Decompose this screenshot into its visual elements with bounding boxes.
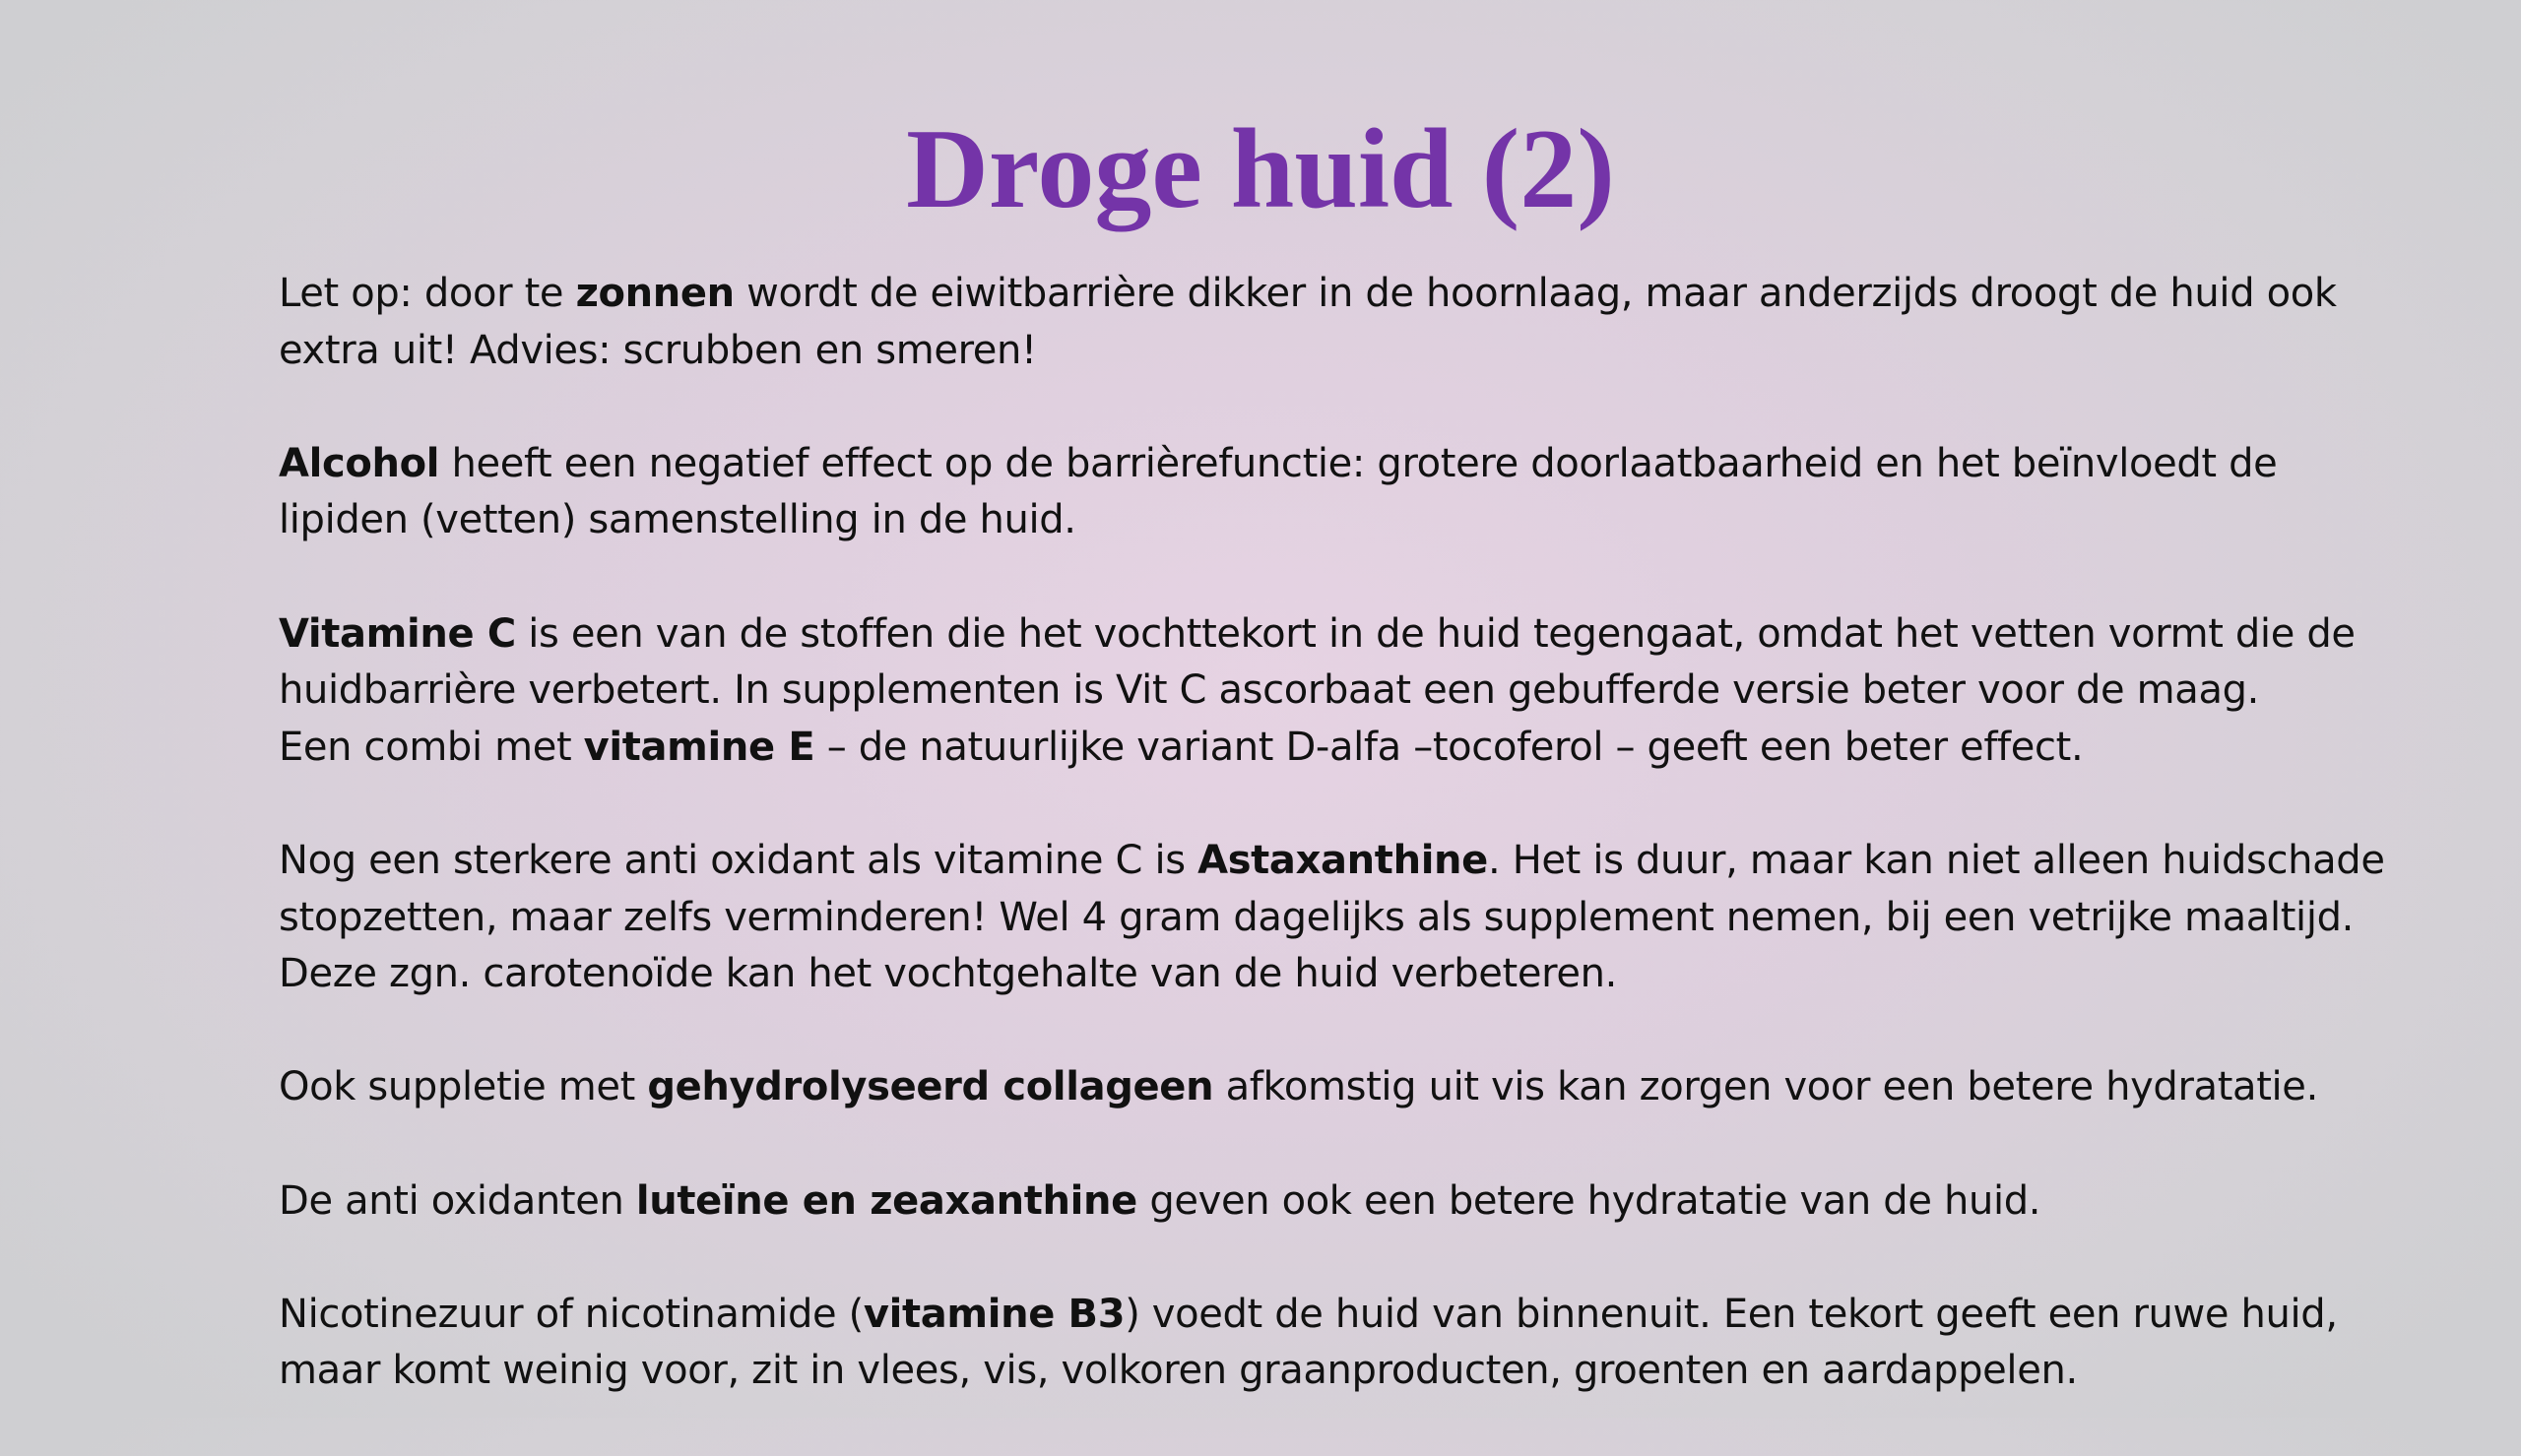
bold-term: luteïne en zeaxanthine (635, 1177, 1137, 1224)
slide-body (279, 266, 2385, 1456)
text-line (279, 606, 2356, 664)
text-run: Nicotinezuur of nicotinamide ( (279, 1291, 864, 1337)
text-line (279, 323, 2347, 380)
text-run: is een van de stoffen die het vochttekort in de huid tegengaat, omdat het vetten vormt die de (515, 610, 2356, 657)
text-run: Een combi met (279, 724, 584, 770)
text-run: heeft een negatief effect op de barrièrefunctie: grotere doorlaatbaarheid en het beïnvloedt de (439, 440, 2278, 486)
text-run: Deze zgn. carotenoïde kan het vochtgehalte van de huid verbeteren. (279, 951, 1617, 997)
text-run: – de natuurlijke variant D-alfa –tocoferol – geeft een beter effect. (814, 724, 2084, 770)
text-run: Ook suppletie met (279, 1064, 648, 1110)
text-run: ) voedt de huid van binnenuit. Een tekort geeft een ruwe huid, (1125, 1291, 2338, 1337)
text-line (279, 1059, 2347, 1116)
text-line (279, 833, 2385, 890)
paragraph-4 (279, 833, 2385, 1003)
bold-term: Alcohol (279, 440, 440, 486)
paragraph-2 (279, 436, 2347, 549)
text-line (279, 492, 2347, 549)
bold-term: gehydrolyseerd collageen (647, 1064, 1214, 1110)
text-line (279, 663, 2347, 720)
text-run: . Het is duur, maar kan niet alleen huidschade (1487, 837, 2385, 883)
paragraph-7 (279, 1287, 2347, 1400)
text-line (279, 1343, 2347, 1400)
bold-term: vitamine E (583, 724, 815, 770)
bold-term: vitamine B3 (863, 1291, 1126, 1337)
text-run: maar komt weinig voor, zit in vlees, vis, volkoren graanproducten, groenten en aardappelen. (279, 1348, 2078, 1394)
text-line (279, 266, 2347, 323)
bold-term: Astaxanthine (1197, 837, 1488, 883)
text-line (279, 720, 2347, 777)
text-run: Nog een sterkere anti oxidant als vitamine C is (279, 837, 1198, 883)
text-line (279, 890, 2354, 947)
text-line (279, 436, 2347, 493)
bold-term: Vitamine C (279, 610, 516, 657)
text-run: afkomstig uit vis kan zorgen voor een betere hydratatie. (1213, 1064, 2318, 1110)
text-line (279, 1173, 2347, 1231)
text-run: stopzetten, maar zelfs verminderen! Wel 4 gram dagelijks als supplement nemen, bij een vetrijke maaltijd. (279, 894, 2354, 940)
bold-term: zonnen (575, 271, 735, 316)
text-run: De anti oxidanten (279, 1177, 636, 1224)
text-line (279, 1287, 2347, 1344)
paragraph-6 (279, 1173, 2347, 1231)
text-run: lipiden (vetten) samenstelling in de huid. (279, 497, 1076, 543)
paragraph-3 (279, 606, 2356, 777)
paragraph-1 (279, 266, 2347, 379)
paragraph-5 (279, 1059, 2347, 1116)
text-run: extra uit! Advies: scrubben en smeren! (279, 327, 1037, 373)
text-run: Let op: door te (279, 271, 576, 316)
text-run: wordt de eiwitbarrière dikker in de hoornlaag, maar anderzijds droogt de huid ook (734, 271, 2337, 316)
slide-title: Droge huid (2) (906, 106, 1615, 232)
text-run: huidbarrière verbetert. In supplementen is Vit C ascorbaat een gebufferde versie beter voor de maag. (279, 667, 2260, 714)
text-run: geven ook een betere hydratatie van de huid. (1136, 1177, 2041, 1224)
text-line (279, 946, 2347, 1003)
